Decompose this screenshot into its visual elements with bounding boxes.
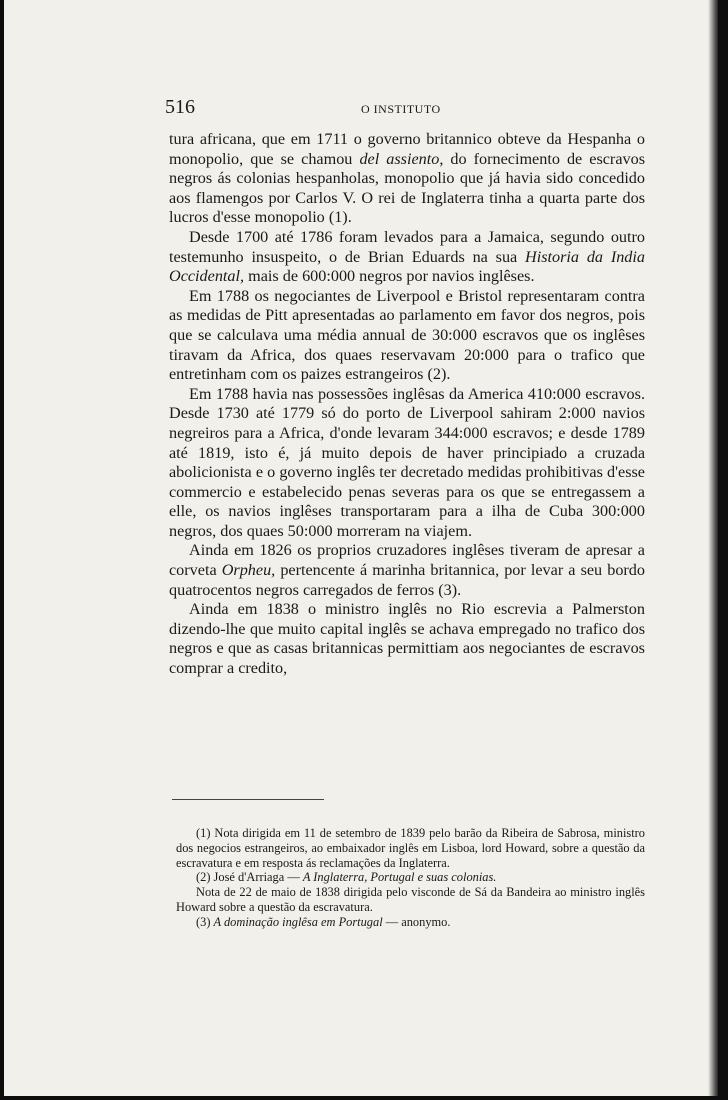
paragraph	[169, 541, 645, 600]
text-run: Nota de 22 de maio de 1838 dirigida pelo visconde de Sá da Bandeira ao ministro inglês Howard sobre a questão da escravatura.	[176, 885, 645, 914]
running-title: O INSTITUTO	[361, 102, 441, 116]
text-run: tura africana, que em 1711 o governo britannico obteve da Hespanha o monopolio, que se chamou	[169, 130, 645, 168]
text-run: (2) José d'Arriaga —	[196, 870, 303, 885]
paragraph	[169, 385, 645, 542]
text-run: — anonymo.	[382, 914, 451, 929]
footnotes	[176, 826, 645, 930]
paragraph	[169, 130, 645, 228]
footnote	[176, 885, 645, 915]
paragraph	[169, 287, 645, 385]
text-run: mais de 600:000 negros por navios inglêses.	[244, 267, 535, 286]
scan-edge	[708, 0, 718, 1096]
text-run: Ainda em 1826 os proprios cruzadores inglêses tiveram de apresar a corveta	[169, 541, 645, 580]
page-header	[4, 95, 718, 123]
footnote	[176, 826, 645, 870]
paragraph	[169, 600, 645, 678]
body-text	[169, 130, 645, 679]
paragraph	[169, 228, 645, 287]
footnote-rule	[172, 799, 324, 800]
italic-text: Orpheu,	[221, 561, 276, 580]
text-run: Em 1788 os negociantes de Liverpool e Bristol representaram contra as medidas de Pitt apresentadas ao parlamento em favor dos negros, pois que se calculava uma média annual de 30:000 escravos que os inglêses tiravam da Africa, dos quaes reservavam 20:000 para o trafico que entretinham com os paizes estrangeiros (2).	[169, 286, 645, 384]
page-number: 516	[165, 96, 195, 118]
text-run: , do fornecimento de escravos negros ás colonias hespanholas, monopolio que já havia sido concedido aos flamengos por Carlos V. O rei de Inglaterra tinha a quarta parte dos lucros d'esse monopolio (1).	[169, 149, 645, 227]
text-run: Ainda em 1838 o ministro inglês no Rio escrevia a Palmerston dizendo-lhe que muito capital inglês se achava empregado no trafico dos negros e que as casas britannicas permittiam aos negociantes de escravos comprar a credito,	[169, 600, 645, 678]
italic-text: A dominação inglêsa em Portugal	[213, 914, 383, 929]
italic-text: A Inglaterra, Portugal e suas colonias.	[302, 870, 497, 885]
italic-text: del assiento	[359, 149, 440, 168]
text-run: (3)	[196, 914, 214, 929]
text-run: (1) Nota dirigida em 11 de setembro de 1839 pelo barão da Ribeira de Sabrosa, ministro dos negocios estrangeiros, ao embaixador inglês em Lisboa, lord Howard, sobre a questão da escravatura e em resposta ás reclamações da Inglaterra.	[176, 826, 645, 870]
text-run: Desde 1700 até 1786 foram levados para a Jamaica, segundo outro testemunho insuspeito, o de Brian Eduards na sua	[169, 227, 645, 266]
text-run: pertencente á marinha britannica, por levar a seu bordo quatrocentos negros carregados de ferros (3).	[169, 561, 645, 599]
footnote	[176, 915, 645, 930]
footnote	[176, 870, 645, 885]
book-page	[4, 0, 718, 1096]
text-run: Em 1788 havia nas possessões inglêsas da America 410:000 escravos. Desde 1730 até 1779 só do porto de Liverpool sahiram 2:000 navios negreiros para a Africa, d'onde levaram 344:000 escravos; e desde 1789 até 1819, isto é, já muito depois de haver principiado a cruzada abolicionista e o governo inglês ter decretado medidas prohibitivas d'esse commercio e estabelecido penas severas para os que se entregassem a elle, os navios inglêses transportaram para a ilha de Cuba 300:000 negros, dos quaes 50:000 morreram na viajem.	[169, 384, 645, 540]
italic-text: Historia da India Occidental,	[169, 247, 645, 286]
